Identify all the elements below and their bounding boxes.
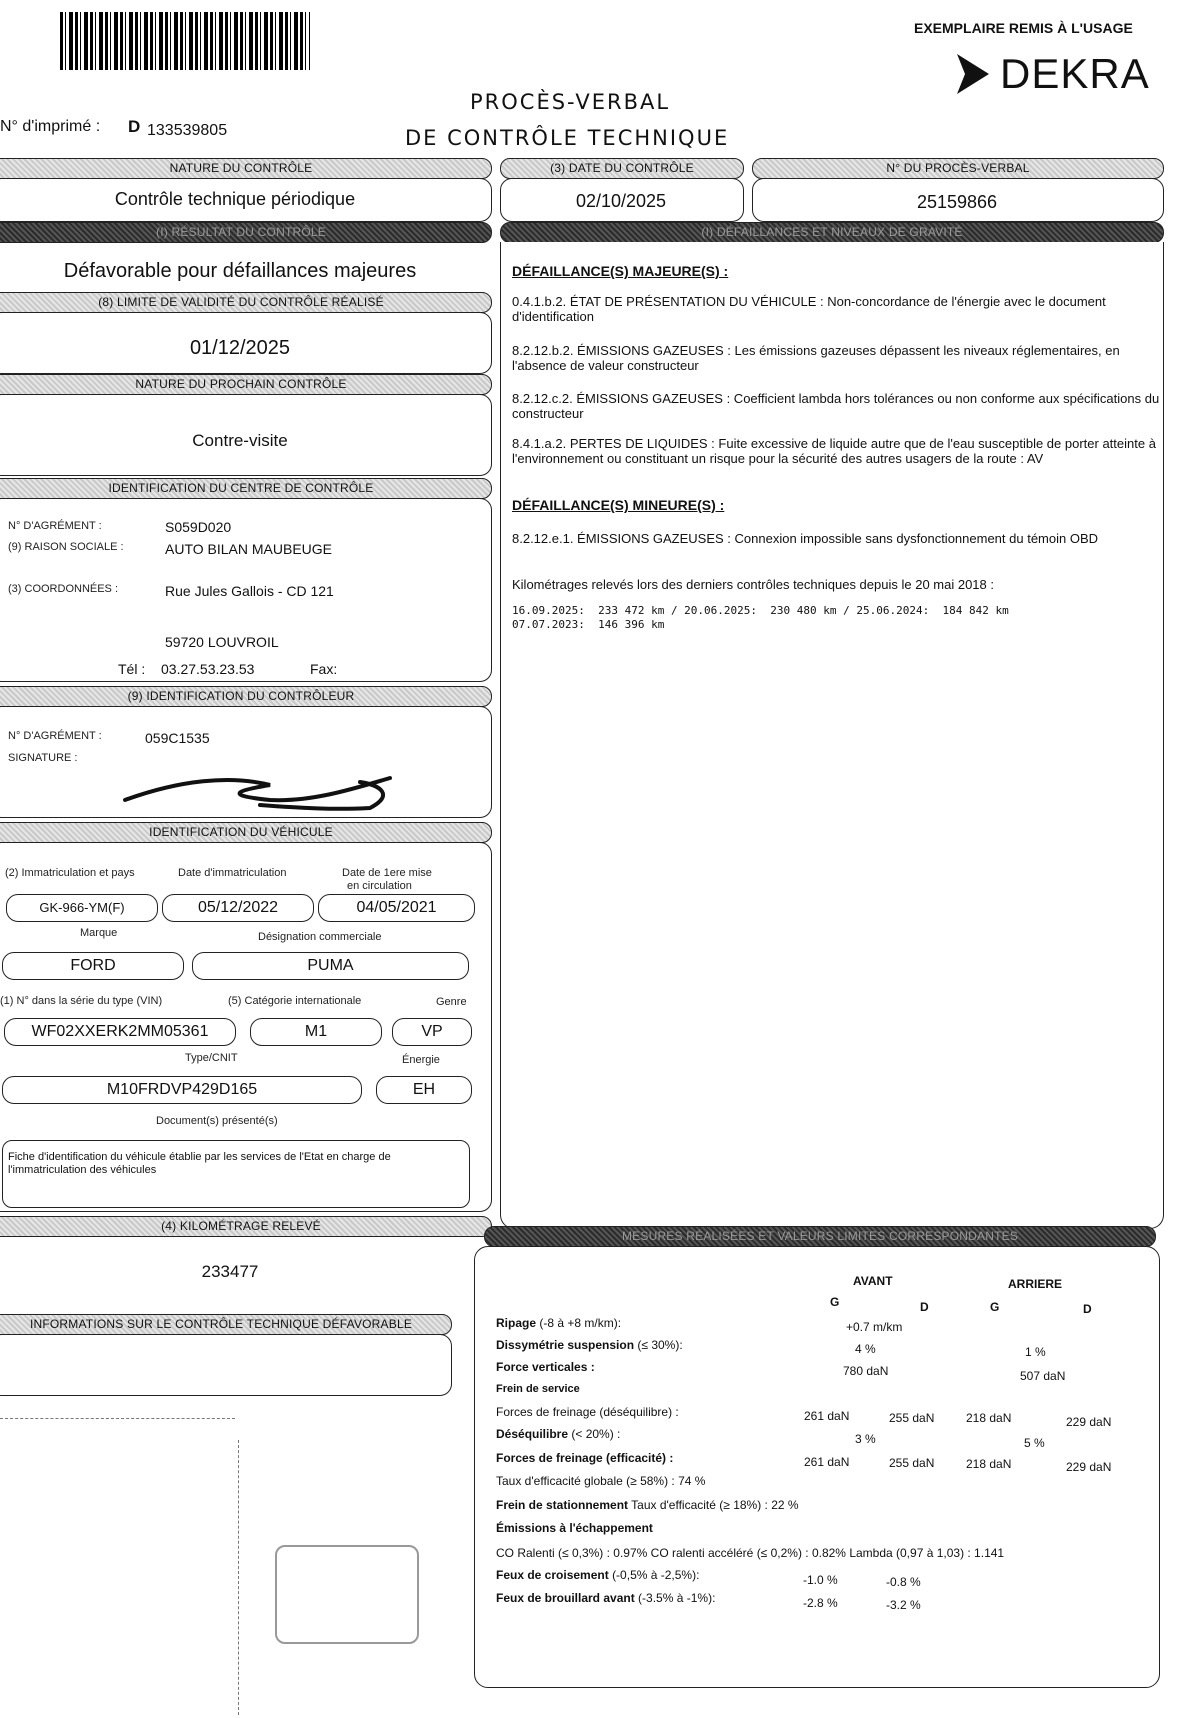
document-value: Fiche d'identification du véhicule établie par les services de l'Etat en charge de l'immatriculation des véhicules [8,1151,391,1176]
avant-d-label: D [920,1300,929,1314]
arriere-label: ARRIERE [1008,1277,1063,1291]
center-city: 59720 LOUVROIL [165,634,279,650]
print-number: 133539805 [147,122,228,139]
brouillard-d: -3.2 % [886,1598,921,1612]
dekra-logo-icon [955,52,991,96]
dissym-avant: 4 % [855,1342,876,1356]
major-defect-3: 8.2.12.c.2. ÉMISSIONS GAZEUSES : Coefficient lambda hors tolérances ou non conforme aux spécifications du constructeur [512,391,1160,421]
center-raison: AUTO BILAN MAUBEUGE [165,541,333,557]
major-defect-2: 8.2.12.b.2. ÉMISSIONS GAZEUSES : Les émissions gazeuses dépassent les niveaux réglementaires, en l'absence de valeur constructeur [512,343,1120,373]
validity-value: 01/12/2025 [189,337,291,359]
major-defect-4: 8.4.1.a.2. PERTES DE LIQUIDES : Fuite excessive de liquide autre que de l'eau susceptible de porter atteinte à l'environnement ou constituant un risque pour la sécurité des autres usagers de la route : AV [512,436,1156,466]
ff2-avant-d: 255 daN [889,1456,935,1470]
ff2-arriere-g: 218 daN [966,1457,1012,1471]
dissym-limits: (≤ 30%): [637,1338,683,1352]
center-address: Rue Jules Gallois - CD 121 [165,583,334,599]
ff2-arriere-d: 229 daN [1066,1460,1112,1474]
croisement-limits: (-0,5% à -2,5%): [612,1568,700,1582]
controller-agrement: 059C1535 [145,730,210,746]
arriere-d-label: D [1083,1302,1092,1316]
info-box [0,1334,452,1396]
center-tel: 03.27.53.23.53 [161,661,255,677]
date-header: (3) DATE DU CONTRÔLE [500,158,744,179]
energy-value: EH [376,1076,472,1104]
croisement-g: -1.0 % [803,1573,838,1587]
first-circ-value: 04/05/2021 [318,894,475,922]
print-number-label: N° d'imprimé : [0,118,101,135]
tear-line [0,1418,235,1420]
validity-header: (8) LIMITE DE VALIDITÉ DU CONTRÔLE RÉALISÉ [0,292,492,313]
type-value: M10FRDVP429D165 [2,1076,362,1104]
emissions-text: CO Ralenti (≤ 0,3%) : 0.97% CO ralenti accéléré (≤ 0,2%) : 0.82% Lambda (0,97 à 1,03) : 1.141 [496,1546,1005,1560]
category-label: (5) Catégorie internationale [228,995,362,1007]
km-value: 233477 [201,1262,259,1281]
signature-scribble [120,760,420,820]
nature-value: Contrôle technique périodique [114,189,356,209]
title-line-1: PROCÈS-VERBAL [470,90,671,114]
category-value: M1 [250,1018,382,1046]
km-history-title: Kilométrages relevés lors des derniers contrôles techniques depuis le 20 mai 2018 : [512,577,994,592]
brand-value: FORD [2,952,184,980]
ff2-avant-g: 261 daN [804,1455,850,1469]
center-raison-label: (9) RAISON SOCIALE : [8,541,124,553]
forces-vert-label: Force verticales : [496,1360,595,1374]
center-tel-label: Tél : [118,661,146,677]
stationnement-text: Taux d'efficacité (≥ 18%) : 22 % [631,1498,799,1512]
designation-label: Désignation commerciale [258,931,382,943]
controller-signature-label: SIGNATURE : [8,752,78,764]
avant-g-label: G [830,1295,840,1309]
dissym-arriere: 1 % [1025,1345,1046,1359]
major-title: DÉFAILLANCE(S) MAJEURE(S) : [512,263,729,279]
energy-label: Énergie [402,1054,440,1066]
brouillard-label: Feux de brouillard avant [496,1591,635,1605]
result-value: Défavorable pour défaillances majeures [63,260,417,282]
documents-label: Document(s) présenté(s) [156,1115,278,1127]
pv-value: 25159866 [916,192,998,212]
center-fax-label: Fax: [310,661,338,677]
next-value: Contre-visite [192,431,288,450]
croisement-d: -0.8 % [886,1575,921,1589]
ripage-value: +0.7 m/km [846,1320,903,1334]
frein-service-label: Frein de service [496,1383,580,1395]
deseq-label: Déséquilibre [496,1427,569,1441]
center-coord-label: (3) COORDONNÉES : [8,583,119,595]
brouillard-g: -2.8 % [803,1596,838,1610]
ff1-avant-g: 261 daN [804,1409,850,1423]
date-immat-label: Date d'immatriculation [178,867,287,879]
immat-label: (2) Immatriculation et pays [5,867,135,879]
km-header: (4) KILOMÉTRAGE RELEVÉ [0,1216,492,1237]
next-header: NATURE DU PROCHAIN CONTRÔLE [0,374,492,395]
measures-header: MESURES RÉALISÉES ET VALEURS LIMITES CORRESPONDANTES [484,1226,1156,1247]
date-value: 02/10/2025 [575,191,667,211]
brand-label: Marque [80,927,118,939]
forces-freinage-deseq-label: Forces de freinage (déséquilibre) : [496,1405,679,1419]
major-defect-1: 0.4.1.b.2. ÉTAT DE PRÉSENTATION DU VÉHICULE : Non-concordance de l'énergie avec le document d'identification [512,294,1106,324]
nature-header: NATURE DU CONTRÔLE [0,158,492,179]
emissions-label: Émissions à l'échappement [496,1521,653,1535]
result-header: (I) RÉSULTAT DU CONTRÔLE [0,222,492,243]
barcode [60,12,310,70]
designation-value: PUMA [192,952,469,980]
arriere-g-label: G [990,1300,1000,1314]
genre-label: Genre [436,996,467,1008]
forces-freinage-eff-label: Forces de freinage (efficacité) : [496,1451,674,1465]
deseq-limits: (< 20%) : [571,1427,621,1441]
ff1-avant-d: 255 daN [889,1411,935,1425]
brouillard-limits: (-3.5% à -1%): [638,1591,716,1605]
controller-header: (9) IDENTIFICATION DU CONTRÔLEUR [0,686,492,707]
usage-label: EXEMPLAIRE REMIS À L'USAGE [914,20,1133,36]
forces-vert-avant: 780 daN [843,1364,889,1378]
dissym-label: Dissymétrie suspension [496,1338,635,1352]
center-agrement: S059D020 [165,519,232,535]
immat-value: GK-966-YM(F) [6,894,158,922]
vin-value: WF02XXERK2MM05361 [4,1018,236,1046]
ripage-limits: (-8 à +8 m/km): [539,1316,622,1330]
avant-label: AVANT [853,1274,893,1288]
pv-header: N° DU PROCÈS-VERBAL [752,158,1164,179]
minor-defect-1: 8.2.12.e.1. ÉMISSIONS GAZEUSES : Connexion impossible sans dysfonctionnement du témoin OBD [512,531,1099,546]
deseq-arriere: 5 % [1024,1436,1045,1450]
tear-line-vertical [238,1440,240,1715]
deseq-avant: 3 % [855,1432,876,1446]
ff1-arriere-g: 218 daN [966,1411,1012,1425]
brand-name: DEKRA [1000,50,1150,97]
date-immat-value: 05/12/2022 [162,894,314,922]
first-circ-label-1: Date de 1ere mise [342,867,432,879]
stamp-outline [275,1545,419,1644]
km-history-line-1: 16.09.2025: 233 472 km / 20.06.2025: 230 480 km / 25.06.2024: 184 842 km [512,604,1009,617]
km-history-line-2: 07.07.2023: 146 396 km [512,618,665,631]
vin-label: (1) N° dans la série du type (VIN) [0,995,163,1007]
controller-agrement-label: N° D'AGRÉMENT : [8,730,102,742]
center-agrement-label: N° D'AGRÉMENT : [8,520,102,532]
center-header: IDENTIFICATION DU CENTRE DE CONTRÔLE [0,478,492,499]
forces-vert-arriere: 507 daN [1020,1369,1066,1383]
type-label: Type/CNIT [185,1052,238,1064]
defects-header: (I) DÉFAILLANCES ET NIVEAUX DE GRAVITÉ [500,222,1164,243]
croisement-label: Feux de croisement [496,1568,609,1582]
print-number-prefix: D [128,117,141,136]
minor-title: DÉFAILLANCE(S) MINEURE(S) : [512,497,725,513]
ripage-label: Ripage [496,1316,537,1330]
vehicle-header: IDENTIFICATION DU VÉHICULE [0,822,492,843]
title-line-2: DE CONTRÔLE TECHNIQUE [405,126,730,150]
ff1-arriere-d: 229 daN [1066,1415,1112,1429]
stationnement-label: Frein de stationnement [496,1498,629,1512]
taux-global: Taux d'efficacité globale (≥ 58%) : 74 % [496,1474,706,1488]
info-header: INFORMATIONS SUR LE CONTRÔLE TECHNIQUE DÉFAVORABLE [0,1314,452,1335]
genre-value: VP [392,1018,472,1046]
first-circ-label-2: en circulation [347,880,412,892]
